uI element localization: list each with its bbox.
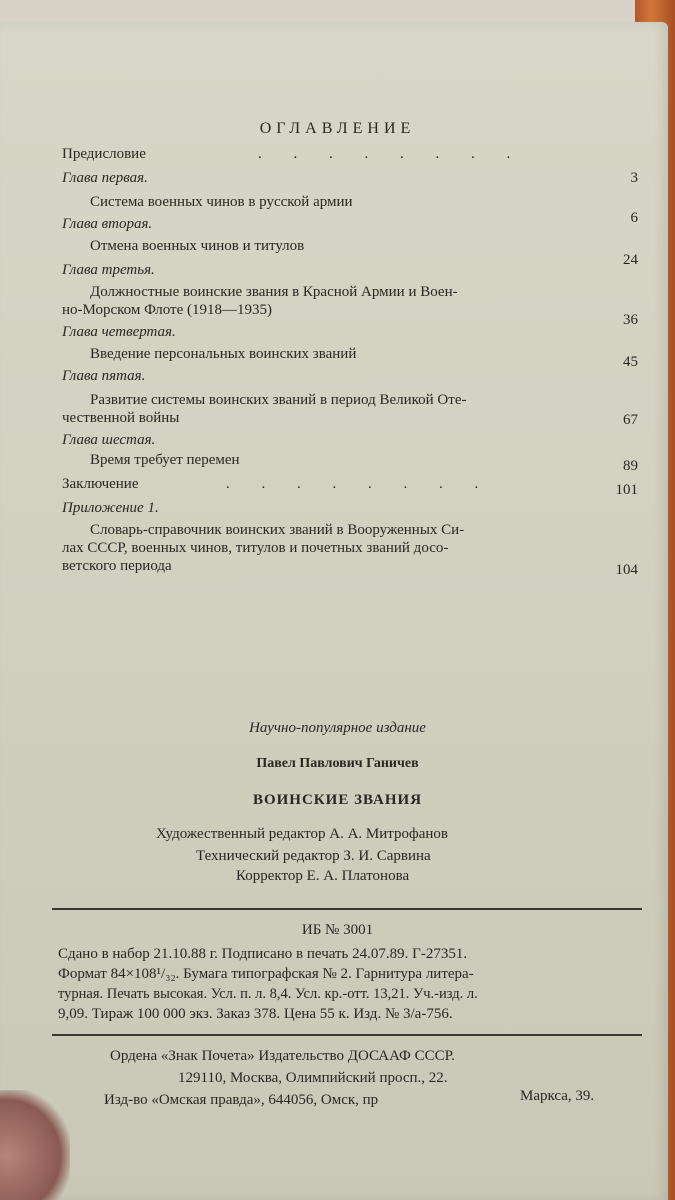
toc-page-number: 101 [615,482,638,498]
finger-shadow [0,1090,70,1200]
toc-appendix-line3: ветского периода [62,558,172,574]
imprint-line: Сдано в набор 21.10.88 г. Подписано в печать 24.07.89. Г-27351. [58,946,468,962]
toc-chapter-4-label: Глава четвертая. [62,324,176,340]
toc-dots: . . . . . . . . [226,476,493,492]
imprint-line: турная. Печать высокая. Усл. п. л. 8,4. Усл. кр.-отт. 13,21. Уч.-изд. л. [58,986,478,1002]
imprint-line: 9,09. Тираж 100 000 экз. Заказ 378. Цена 55 к. Изд. № 3/а-756. [58,1006,453,1022]
toc-title: ОГЛАВЛЕНИЕ [259,120,416,137]
author-name: Павел Павлович Ганичев [256,756,419,771]
divider [52,1034,642,1036]
publisher-line: Ордена «Знак Почета» Издательство ДОСААФ СССР. [110,1048,455,1064]
toc-chapter-5-line1: Развитие системы воинских званий в период Великой Оте- [90,392,467,408]
toc-conclusion: Заключение [62,476,139,492]
toc-chapter-6-label: Глава шестая. [62,432,156,448]
toc-chapter-6-text: Время требует перемен [90,452,240,468]
toc-chapter-1-text: Система военных чинов в русской армии [90,194,353,210]
toc-chapter-2-text: Отмена военных чинов и титулов [90,238,305,254]
toc-chapter-5-label: Глава пятая. [62,368,146,384]
toc-page-number: 3 [630,170,638,186]
toc-page-number: 24 [623,252,638,268]
tech-editor: Технический редактор З. И. Сарвина [196,848,431,864]
toc-page-number: 45 [623,354,638,370]
toc-chapter-4-text: Введение персональных воинских званий [90,346,357,362]
imprint-line: Формат 84×108¹/₃₂. Бумага типографская № 2. Гарнитура литера- [58,966,474,982]
toc-appendix-line2: лах СССР, военных чинов, титулов и почетных званий досо- [62,540,449,556]
toc-chapter-3-label: Глава третья. [62,262,155,278]
toc-chapter-3-line2: но-Морском Флоте (1918—1935) [62,302,272,318]
book-title: ВОИНСКИЕ ЗВАНИЯ [252,792,423,808]
toc-chapter-5-line2: чественной войны [62,410,180,426]
art-editor: Художественный редактор А. А. Митрофанов [156,826,449,842]
toc-appendix-label: Приложение 1. [62,500,159,516]
divider [52,908,642,910]
corrector: Корректор Е. А. Платонова [236,868,410,884]
toc-page-number: 6 [630,210,638,226]
toc-chapter-2-label: Глава вторая. [62,216,153,232]
toc-page-number: 89 [623,458,638,474]
toc-page-number: 67 [623,412,638,428]
toc-preface: Предисловие [62,146,146,162]
printer-line-end: Маркса, 39. [520,1088,595,1104]
toc-appendix-line1: Словарь-справочник воинских званий в Вооруженных Си- [90,522,465,538]
printer-line: Изд-во «Омская правда», 644056, Омск, пр [104,1092,379,1108]
toc-dots: . . . . . . . . [258,146,525,162]
toc-page-number: 36 [623,312,638,328]
publisher-address: 129110, Москва, Олимпийский просп., 22. [178,1070,448,1086]
ib-number: ИБ № 3001 [301,922,374,938]
toc-chapter-1-label: Глава первая. [62,170,148,186]
edition-type: Научно-популярное издание [249,720,426,736]
toc-chapter-3-line1: Должностные воинские звания в Красной Армии и Воен- [90,284,458,300]
toc-page-number: 104 [615,562,638,578]
